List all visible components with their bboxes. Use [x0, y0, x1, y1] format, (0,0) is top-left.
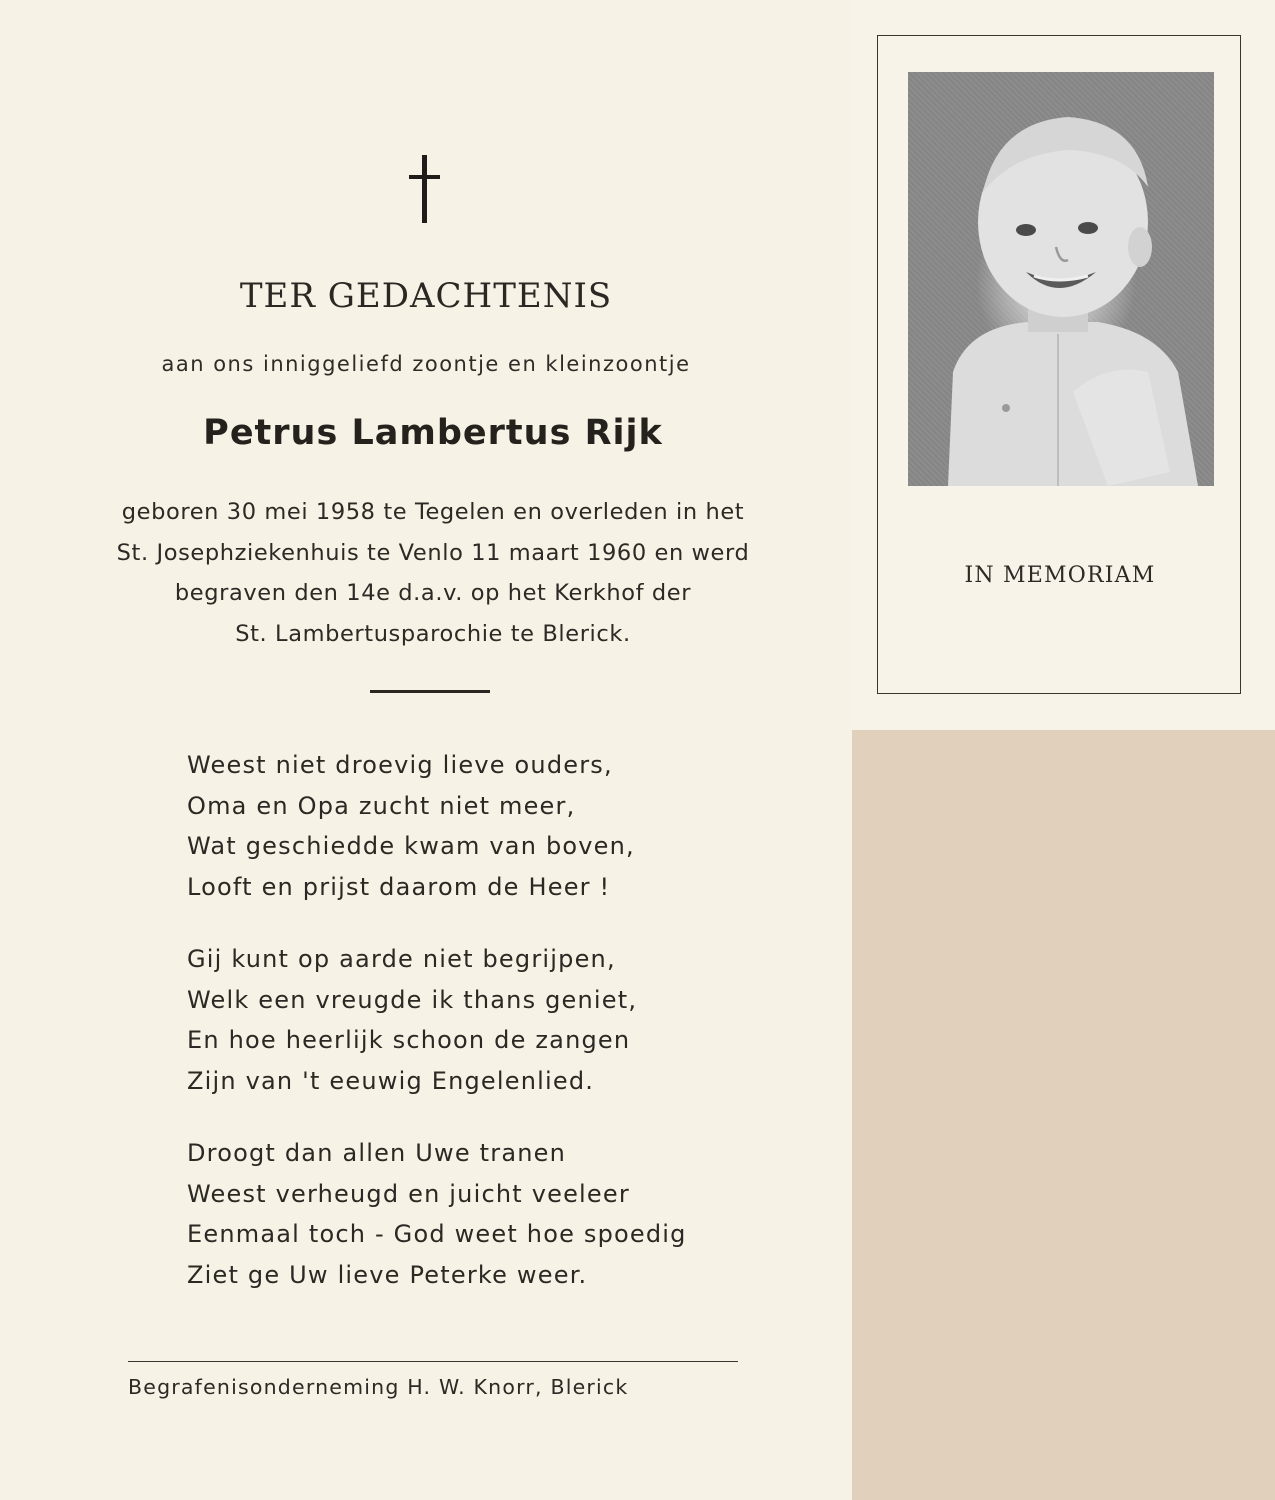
page-title: TER GEDACHTENIS [239, 276, 613, 316]
bio-line: begraven den 14e d.a.v. op het Kerkhof der [174, 580, 692, 606]
poem-line: Eenmaal toch - God weet hoe spoedig [187, 1220, 687, 1248]
poem-line: Looft en prijst daarom de Heer ! [187, 872, 611, 901]
poem-line: Droogt dan allen Uwe tranen [187, 1139, 567, 1167]
poem-stanza [187, 1133, 807, 1295]
in-memoriam-caption: IN MEMORIAM [964, 563, 1156, 588]
cross-icon [405, 155, 445, 225]
poem-line: Zijn van 't eeuwig Engelenlied. [187, 1066, 595, 1095]
deceased-name: Petrus Lambertus Rijk [203, 413, 663, 453]
biography [58, 492, 808, 654]
poem-line: Weest niet droevig lieve ouders, [187, 751, 613, 779]
poem-line: Ziet ge Uw lieve Peterke weer. [187, 1260, 588, 1289]
poem-stanza [187, 939, 807, 1101]
footer-divider [128, 1361, 738, 1362]
dedication-line: aan ons inniggeliefd zoontje en kleinzoontje [161, 352, 691, 376]
child-portrait-photo [908, 72, 1214, 486]
bio-line: St. Lambertusparochie te Blerick. [235, 620, 631, 647]
poem-line: Weest verheugd en juicht veeleer [187, 1179, 630, 1208]
poem-stanza [187, 745, 807, 907]
bio-line: geboren 30 mei 1958 te Tegelen en overleden in het [121, 499, 745, 525]
portrait-illustration [908, 72, 1214, 486]
divider [370, 690, 490, 693]
funeral-director-footer: Begrafenisonderneming H. W. Knorr, Blerick [128, 1375, 629, 1399]
poem-line: Gij kunt op aarde niet begrijpen, [187, 945, 616, 973]
poem-line: Wat geschiedde kwam van boven, [187, 832, 635, 860]
bio-line: St. Josephziekenhuis te Venlo 11 maart 1960 en werd [116, 539, 750, 566]
poem-line: Oma en Opa zucht niet meer, [187, 791, 576, 820]
poem [187, 745, 807, 1327]
poem-line: Welk een vreugde ik thans geniet, [187, 985, 638, 1014]
poem-line: En hoe heerlijk schoon de zangen [187, 1026, 631, 1054]
